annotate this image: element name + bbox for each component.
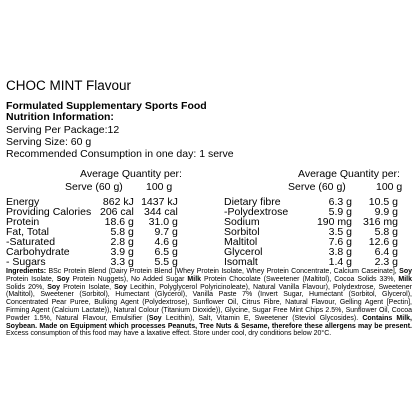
table-row <box>224 257 398 267</box>
per100-value: 316 mg <box>362 216 398 228</box>
ingredients-run: Protein Isolate, <box>60 283 115 291</box>
product-title: CHOC MINT Flavour <box>6 78 132 93</box>
ingredients-run: Protein Chocolate (Sweetener (Maltitol), Cocoa Solids 33%, <box>201 275 399 283</box>
serve-value: 862 kJ <box>102 196 134 208</box>
nutrient-label: Isomalt <box>224 256 258 268</box>
serve-value: 3.3 g <box>110 256 134 268</box>
right-col-100g-header: 100 g <box>376 181 403 193</box>
nutrient-label: Dietary fibre <box>224 196 281 208</box>
ingredients-bold-run: Soy <box>114 283 127 291</box>
serving-per-package: Serving Per Package:12 <box>6 124 120 136</box>
per100-value: 6.4 g <box>374 246 398 258</box>
per100-value: 344 cal <box>144 206 178 218</box>
ingredients-run: Excess consumption of this food may have a laxative effect. Store under cool, dry conditions below 20°C. <box>6 330 332 338</box>
per100-value: 12.6 g <box>368 236 398 248</box>
serve-value: 190 mg <box>316 216 352 228</box>
ingredients-run: Lecithin), Salt, Vitamin E, Sweetener (Steviol Glycosides). <box>161 314 363 322</box>
ingredients-bold-run: Soy <box>56 275 70 283</box>
ingredients-run: Protein Isolate, <box>6 275 57 283</box>
serve-value: 6.3 g <box>328 196 352 208</box>
serving-size: Serving Size: 60 g <box>6 136 92 148</box>
serve-value: 2.8 g <box>110 236 134 248</box>
left-col-100g-header: 100 g <box>146 181 173 193</box>
serve-value: 206 cal <box>100 206 134 218</box>
ingredients-run: BSc Protein Blend (Dairy Protein Blend [Whey Protein Isolate, Whey Protein Concentrate, Calcium Caseinate], <box>48 268 400 275</box>
nutrient-label: Sodium <box>224 216 260 228</box>
serve-value: 3.5 g <box>328 226 352 238</box>
right-avg-quantity-label: Average Quantity per: <box>298 168 400 180</box>
serve-value: 7.6 g <box>328 236 352 248</box>
left-col-serve-header: Serve (60 g) <box>65 181 123 193</box>
left-nutrition-table <box>6 197 178 267</box>
ingredients-bold-run: Soy <box>47 283 61 291</box>
per100-value: 6.5 g <box>154 246 178 258</box>
left-avg-quantity-label: Average Quantity per: <box>80 168 182 180</box>
per100-value: 5.5 g <box>154 256 178 268</box>
per100-value: 5.8 g <box>374 226 398 238</box>
nutrient-label: Sorbitol <box>224 226 260 238</box>
per100-value: 9.9 g <box>374 206 398 218</box>
serve-value: 5.8 g <box>110 226 134 238</box>
ingredients-bold-run: Soy <box>148 314 162 322</box>
nutrient-label: Maltitol <box>224 236 258 248</box>
product-category-heading: Formulated Supplementary Sports Food <box>6 100 207 112</box>
serve-value: 3.8 g <box>328 246 352 258</box>
ingredients-bold-run: Milk <box>187 275 202 283</box>
ingredients-bold-run: Soy <box>399 268 412 275</box>
ingredients-run: Protein Nuggets), No Added Sugar <box>69 275 188 283</box>
serve-value: 18.6 g <box>104 216 134 228</box>
ingredients-run: Solids 20%, <box>6 283 48 291</box>
ingredients-run: Lecithin, Polyglycerol Polyricinoleate), Natural Vanilla Flavour), Polydextrose, Sweetener (Maltitol), Sweetener (Sorbitol), Humectant (Glycerol), Vanilla Paste 7% (Invert Sugar, Humectant (Sorbitol, Glycerol), Concentrated Pear Puree, Bulking Agent (Polydextrose), Sunflower Oil, Citrus Fibre, Natural Flavour, Gelling Agent [Pectin], Firming Agent (Calcium Lactate)), Natural Colour (Titanium Dioxide)), Glycine, Sugar Free Mint Chips 2.5%, Sunflower Oil, Cocoa Powder 1.5%, Natural Flavour, Emulsifier ( <box>6 283 412 322</box>
ingredients-bold-run: Ingredients: <box>6 268 49 275</box>
right-col-serve-header: Serve (60 g) <box>288 181 346 193</box>
recommended-consumption: Recommended Consumption in one day: 1 serve <box>6 148 234 160</box>
serve-value: 5.9 g <box>328 206 352 218</box>
ingredients-bold-run: Milk <box>398 275 413 283</box>
per100-value: 9.7 g <box>154 226 178 238</box>
per100-value: 10.5 g <box>368 196 398 208</box>
per100-value: 4.6 g <box>154 236 178 248</box>
nutrient-label: Carbohydrate <box>6 246 70 258</box>
nutrient-label: - Sugars <box>6 256 46 268</box>
per100-value: 2.3 g <box>374 256 398 268</box>
serve-value: 1.4 g <box>328 256 352 268</box>
nutrition-info-heading: Nutrition Information: <box>6 111 114 123</box>
ingredients-bold-run: Contains Milk, Soybean. Made on Equipment which processes Peanuts, Tree Nuts & Sesame, therefore these allergens may be present. <box>6 314 412 330</box>
right-nutrition-table <box>224 197 398 267</box>
per100-value: 31.0 g <box>148 216 178 228</box>
nutrient-label: Fat, Total <box>6 226 49 238</box>
nutrient-label: -Saturated <box>6 236 56 248</box>
nutrient-label: Glycerol <box>224 246 263 258</box>
ingredients-text <box>6 268 412 338</box>
table-row <box>6 257 178 267</box>
nutrient-label: -Polydextrose <box>224 206 289 218</box>
serve-value: 3.9 g <box>110 246 134 258</box>
nutrient-label: Providing Calories <box>6 206 92 218</box>
nutrient-label: Energy <box>6 196 40 208</box>
nutrient-label: Protein <box>6 216 40 228</box>
per100-value: 1437 kJ <box>141 196 178 208</box>
